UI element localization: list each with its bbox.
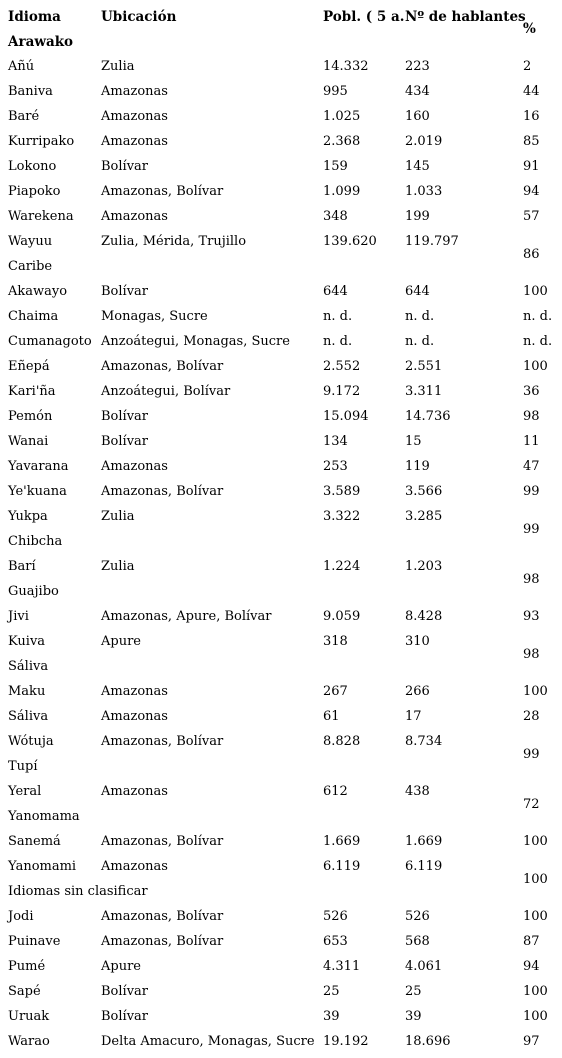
- cell-porcentaje: 94: [523, 184, 540, 199]
- cell-poblacion: 318: [323, 634, 348, 649]
- cell-ubicacion: Amazonas: [101, 209, 168, 224]
- cell-ubicacion: Apure: [101, 634, 141, 649]
- cell-idioma: Chaima: [8, 309, 59, 324]
- cell-porcentaje: 100: [523, 909, 548, 924]
- cell-poblacion: 25: [323, 984, 340, 999]
- cell-ubicacion: Amazonas: [101, 709, 168, 724]
- cell-porcentaje: 11: [523, 434, 540, 449]
- cell-ubicacion: Amazonas, Bolívar: [101, 484, 224, 499]
- cell-ubicacion: Amazonas: [101, 784, 168, 799]
- cell-hablantes: 199: [405, 209, 430, 224]
- cell-ubicacion: Amazonas: [101, 459, 168, 474]
- cell-ubicacion: Amazonas, Bolívar: [101, 834, 224, 849]
- cell-poblacion: 134: [323, 434, 348, 449]
- cell-porcentaje: 93: [523, 609, 540, 624]
- cell-hablantes: 1.669: [405, 834, 443, 849]
- cell-idioma: Sapé: [8, 984, 41, 999]
- cell-porcentaje: n. d.: [523, 334, 553, 349]
- header-hablantes: Nº de hablantes: [405, 9, 526, 25]
- cell-poblacion: 1.025: [323, 109, 361, 124]
- cell-idioma: Ye'kuana: [8, 484, 67, 499]
- cell-ubicacion: Amazonas: [101, 109, 168, 124]
- cell-hablantes: 3.311: [405, 384, 443, 399]
- cell-porcentaje: 98: [523, 409, 540, 424]
- cell-poblacion: 1.224: [323, 559, 361, 574]
- cell-hablantes: 39: [405, 1009, 422, 1024]
- cell-idioma: Wayuu: [8, 234, 53, 249]
- cell-idioma: Yeral: [8, 784, 42, 799]
- cell-ubicacion: Bolívar: [101, 1009, 149, 1024]
- cell-porcentaje: 57: [523, 209, 540, 224]
- cell-porcentaje: 36: [523, 384, 540, 399]
- cell-hablantes: 526: [405, 909, 430, 924]
- language-family-label: Sáliva: [8, 659, 49, 674]
- cell-porcentaje: 97: [523, 1034, 540, 1049]
- cell-ubicacion: Apure: [101, 959, 141, 974]
- cell-hablantes: 119: [405, 459, 430, 474]
- cell-porcentaje: 99: [523, 484, 540, 499]
- cell-porcentaje: 44: [523, 84, 540, 99]
- cell-porcentaje: 98: [523, 646, 540, 662]
- language-family-label: Idiomas sin clasificar: [8, 884, 148, 899]
- cell-porcentaje: 100: [523, 871, 548, 887]
- cell-idioma: Kuiva: [8, 634, 46, 649]
- cell-idioma: Jodi: [8, 909, 34, 924]
- cell-idioma: Wótuja: [8, 734, 54, 749]
- cell-poblacion: 61: [323, 709, 340, 724]
- cell-porcentaje: 100: [523, 834, 548, 849]
- cell-poblacion: 139.620: [323, 234, 377, 249]
- cell-ubicacion: Amazonas, Apure, Bolívar: [101, 609, 272, 624]
- cell-porcentaje: 99: [523, 746, 540, 762]
- cell-porcentaje: 100: [523, 984, 548, 999]
- cell-idioma: Pemón: [8, 409, 53, 424]
- cell-idioma: Piapoko: [8, 184, 61, 199]
- cell-poblacion: 8.828: [323, 734, 361, 749]
- cell-poblacion: 253: [323, 459, 348, 474]
- cell-ubicacion: Amazonas: [101, 684, 168, 699]
- cell-hablantes: 1.203: [405, 559, 443, 574]
- cell-poblacion: 526: [323, 909, 348, 924]
- cell-ubicacion: Amazonas: [101, 134, 168, 149]
- cell-porcentaje: 100: [523, 284, 548, 299]
- cell-poblacion: 3.589: [323, 484, 361, 499]
- cell-hablantes: 15: [405, 434, 422, 449]
- cell-poblacion: 1.669: [323, 834, 361, 849]
- cell-porcentaje: 100: [523, 359, 548, 374]
- language-family-label: Chibcha: [8, 534, 63, 549]
- cell-idioma: Baniva: [8, 84, 53, 99]
- cell-ubicacion: Anzoátegui, Monagas, Sucre: [101, 334, 290, 349]
- cell-ubicacion: Zulia: [101, 509, 135, 524]
- cell-poblacion: 267: [323, 684, 348, 699]
- language-family-label: Guajibo: [8, 584, 59, 599]
- cell-idioma: Wanai: [8, 434, 49, 449]
- language-family-label: Yanomama: [8, 809, 80, 824]
- cell-ubicacion: Zulia: [101, 559, 135, 574]
- cell-hablantes: 310: [405, 634, 430, 649]
- language-family-label: Tupí: [8, 759, 38, 774]
- cell-poblacion: 19.192: [323, 1034, 369, 1049]
- cell-hablantes: 266: [405, 684, 430, 699]
- cell-idioma: Baré: [8, 109, 40, 124]
- header-idioma: Idioma: [8, 9, 61, 25]
- cell-hablantes: 438: [405, 784, 430, 799]
- cell-poblacion: 39: [323, 1009, 340, 1024]
- cell-poblacion: 612: [323, 784, 348, 799]
- cell-ubicacion: Delta Amacuro, Monagas, Sucre: [101, 1034, 315, 1049]
- cell-hablantes: 3.285: [405, 509, 443, 524]
- cell-ubicacion: Zulia, Mérida, Trujillo: [101, 234, 247, 249]
- cell-ubicacion: Amazonas, Bolívar: [101, 934, 224, 949]
- cell-poblacion: 644: [323, 284, 348, 299]
- cell-ubicacion: Bolívar: [101, 984, 149, 999]
- cell-hablantes: 2.551: [405, 359, 443, 374]
- cell-idioma: Yavarana: [8, 459, 69, 474]
- cell-hablantes: 223: [405, 59, 430, 74]
- cell-idioma: Kurripako: [8, 134, 75, 149]
- cell-hablantes: 568: [405, 934, 430, 949]
- cell-poblacion: 995: [323, 84, 348, 99]
- cell-poblacion: 4.311: [323, 959, 361, 974]
- cell-poblacion: 2.368: [323, 134, 361, 149]
- cell-ubicacion: Zulia: [101, 59, 135, 74]
- cell-ubicacion: Bolívar: [101, 159, 149, 174]
- cell-hablantes: 434: [405, 84, 430, 99]
- cell-poblacion: 9.172: [323, 384, 361, 399]
- cell-ubicacion: Bolívar: [101, 434, 149, 449]
- cell-ubicacion: Anzoátegui, Bolívar: [101, 384, 231, 399]
- cell-porcentaje: 72: [523, 796, 540, 812]
- cell-ubicacion: Amazonas, Bolívar: [101, 359, 224, 374]
- cell-hablantes: 6.119: [405, 859, 443, 874]
- cell-hablantes: 25: [405, 984, 422, 999]
- cell-ubicacion: Amazonas: [101, 84, 168, 99]
- cell-idioma: Warao: [8, 1034, 50, 1049]
- cell-porcentaje: 16: [523, 109, 540, 124]
- cell-poblacion: 2.552: [323, 359, 361, 374]
- cell-hablantes: 160: [405, 109, 430, 124]
- cell-idioma: Sáliva: [8, 709, 49, 724]
- cell-hablantes: 3.566: [405, 484, 443, 499]
- cell-porcentaje: 86: [523, 246, 540, 262]
- cell-idioma: Cumanagoto: [8, 334, 92, 349]
- cell-porcentaje: 91: [523, 159, 540, 174]
- cell-poblacion: n. d.: [323, 309, 353, 324]
- cell-ubicacion: Bolívar: [101, 284, 149, 299]
- cell-poblacion: 348: [323, 209, 348, 224]
- language-family-label: Caribe: [8, 259, 53, 274]
- cell-poblacion: 6.119: [323, 859, 361, 874]
- cell-ubicacion: Amazonas, Bolívar: [101, 734, 224, 749]
- header-poblacion: Pobl. ( 5 a.: [323, 9, 405, 25]
- cell-porcentaje: 85: [523, 134, 540, 149]
- header-porcentaje: %: [523, 21, 536, 37]
- cell-ubicacion: Bolívar: [101, 409, 149, 424]
- cell-porcentaje: 2: [523, 59, 532, 74]
- cell-ubicacion: Amazonas: [101, 859, 168, 874]
- language-family-label: Arawako: [8, 34, 74, 50]
- cell-hablantes: 17: [405, 709, 422, 724]
- cell-idioma: Kari'ña: [8, 384, 56, 399]
- cell-hablantes: 1.033: [405, 184, 443, 199]
- cell-poblacion: 3.322: [323, 509, 361, 524]
- cell-porcentaje: 94: [523, 959, 540, 974]
- cell-porcentaje: 28: [523, 709, 540, 724]
- cell-porcentaje: 99: [523, 521, 540, 537]
- cell-ubicacion: Amazonas, Bolívar: [101, 184, 224, 199]
- cell-hablantes: 18.696: [405, 1034, 451, 1049]
- cell-idioma: Añú: [8, 59, 35, 74]
- cell-porcentaje: 100: [523, 1009, 548, 1024]
- cell-idioma: Maku: [8, 684, 46, 699]
- cell-idioma: Puinave: [8, 934, 61, 949]
- cell-poblacion: 14.332: [323, 59, 369, 74]
- cell-idioma: Eñepá: [8, 359, 50, 374]
- header-ubicacion: Ubicación: [101, 9, 177, 25]
- cell-hablantes: n. d.: [405, 309, 435, 324]
- cell-porcentaje: n. d.: [523, 309, 553, 324]
- cell-ubicacion: Monagas, Sucre: [101, 309, 208, 324]
- cell-hablantes: 2.019: [405, 134, 443, 149]
- cell-porcentaje: 98: [523, 571, 540, 587]
- cell-poblacion: n. d.: [323, 334, 353, 349]
- cell-idioma: Uruak: [8, 1009, 50, 1024]
- cell-hablantes: 145: [405, 159, 430, 174]
- cell-poblacion: 653: [323, 934, 348, 949]
- cell-hablantes: 8.734: [405, 734, 443, 749]
- cell-idioma: Warekena: [8, 209, 74, 224]
- cell-hablantes: 14.736: [405, 409, 451, 424]
- cell-hablantes: 8.428: [405, 609, 443, 624]
- cell-porcentaje: 100: [523, 684, 548, 699]
- cell-idioma: Pumé: [8, 959, 46, 974]
- cell-hablantes: 119.797: [405, 234, 459, 249]
- cell-poblacion: 1.099: [323, 184, 361, 199]
- cell-idioma: Barí: [8, 559, 36, 574]
- cell-idioma: Jivi: [8, 609, 29, 624]
- cell-porcentaje: 47: [523, 459, 540, 474]
- cell-idioma: Lokono: [8, 159, 57, 174]
- cell-poblacion: 9.059: [323, 609, 361, 624]
- cell-idioma: Yanomami: [8, 859, 77, 874]
- cell-idioma: Yukpa: [8, 509, 48, 524]
- cell-poblacion: 159: [323, 159, 348, 174]
- cell-idioma: Akawayo: [8, 284, 68, 299]
- cell-poblacion: 15.094: [323, 409, 369, 424]
- cell-hablantes: 644: [405, 284, 430, 299]
- cell-hablantes: n. d.: [405, 334, 435, 349]
- cell-porcentaje: 87: [523, 934, 540, 949]
- cell-hablantes: 4.061: [405, 959, 443, 974]
- cell-ubicacion: Amazonas, Bolívar: [101, 909, 224, 924]
- cell-idioma: Sanemá: [8, 834, 61, 849]
